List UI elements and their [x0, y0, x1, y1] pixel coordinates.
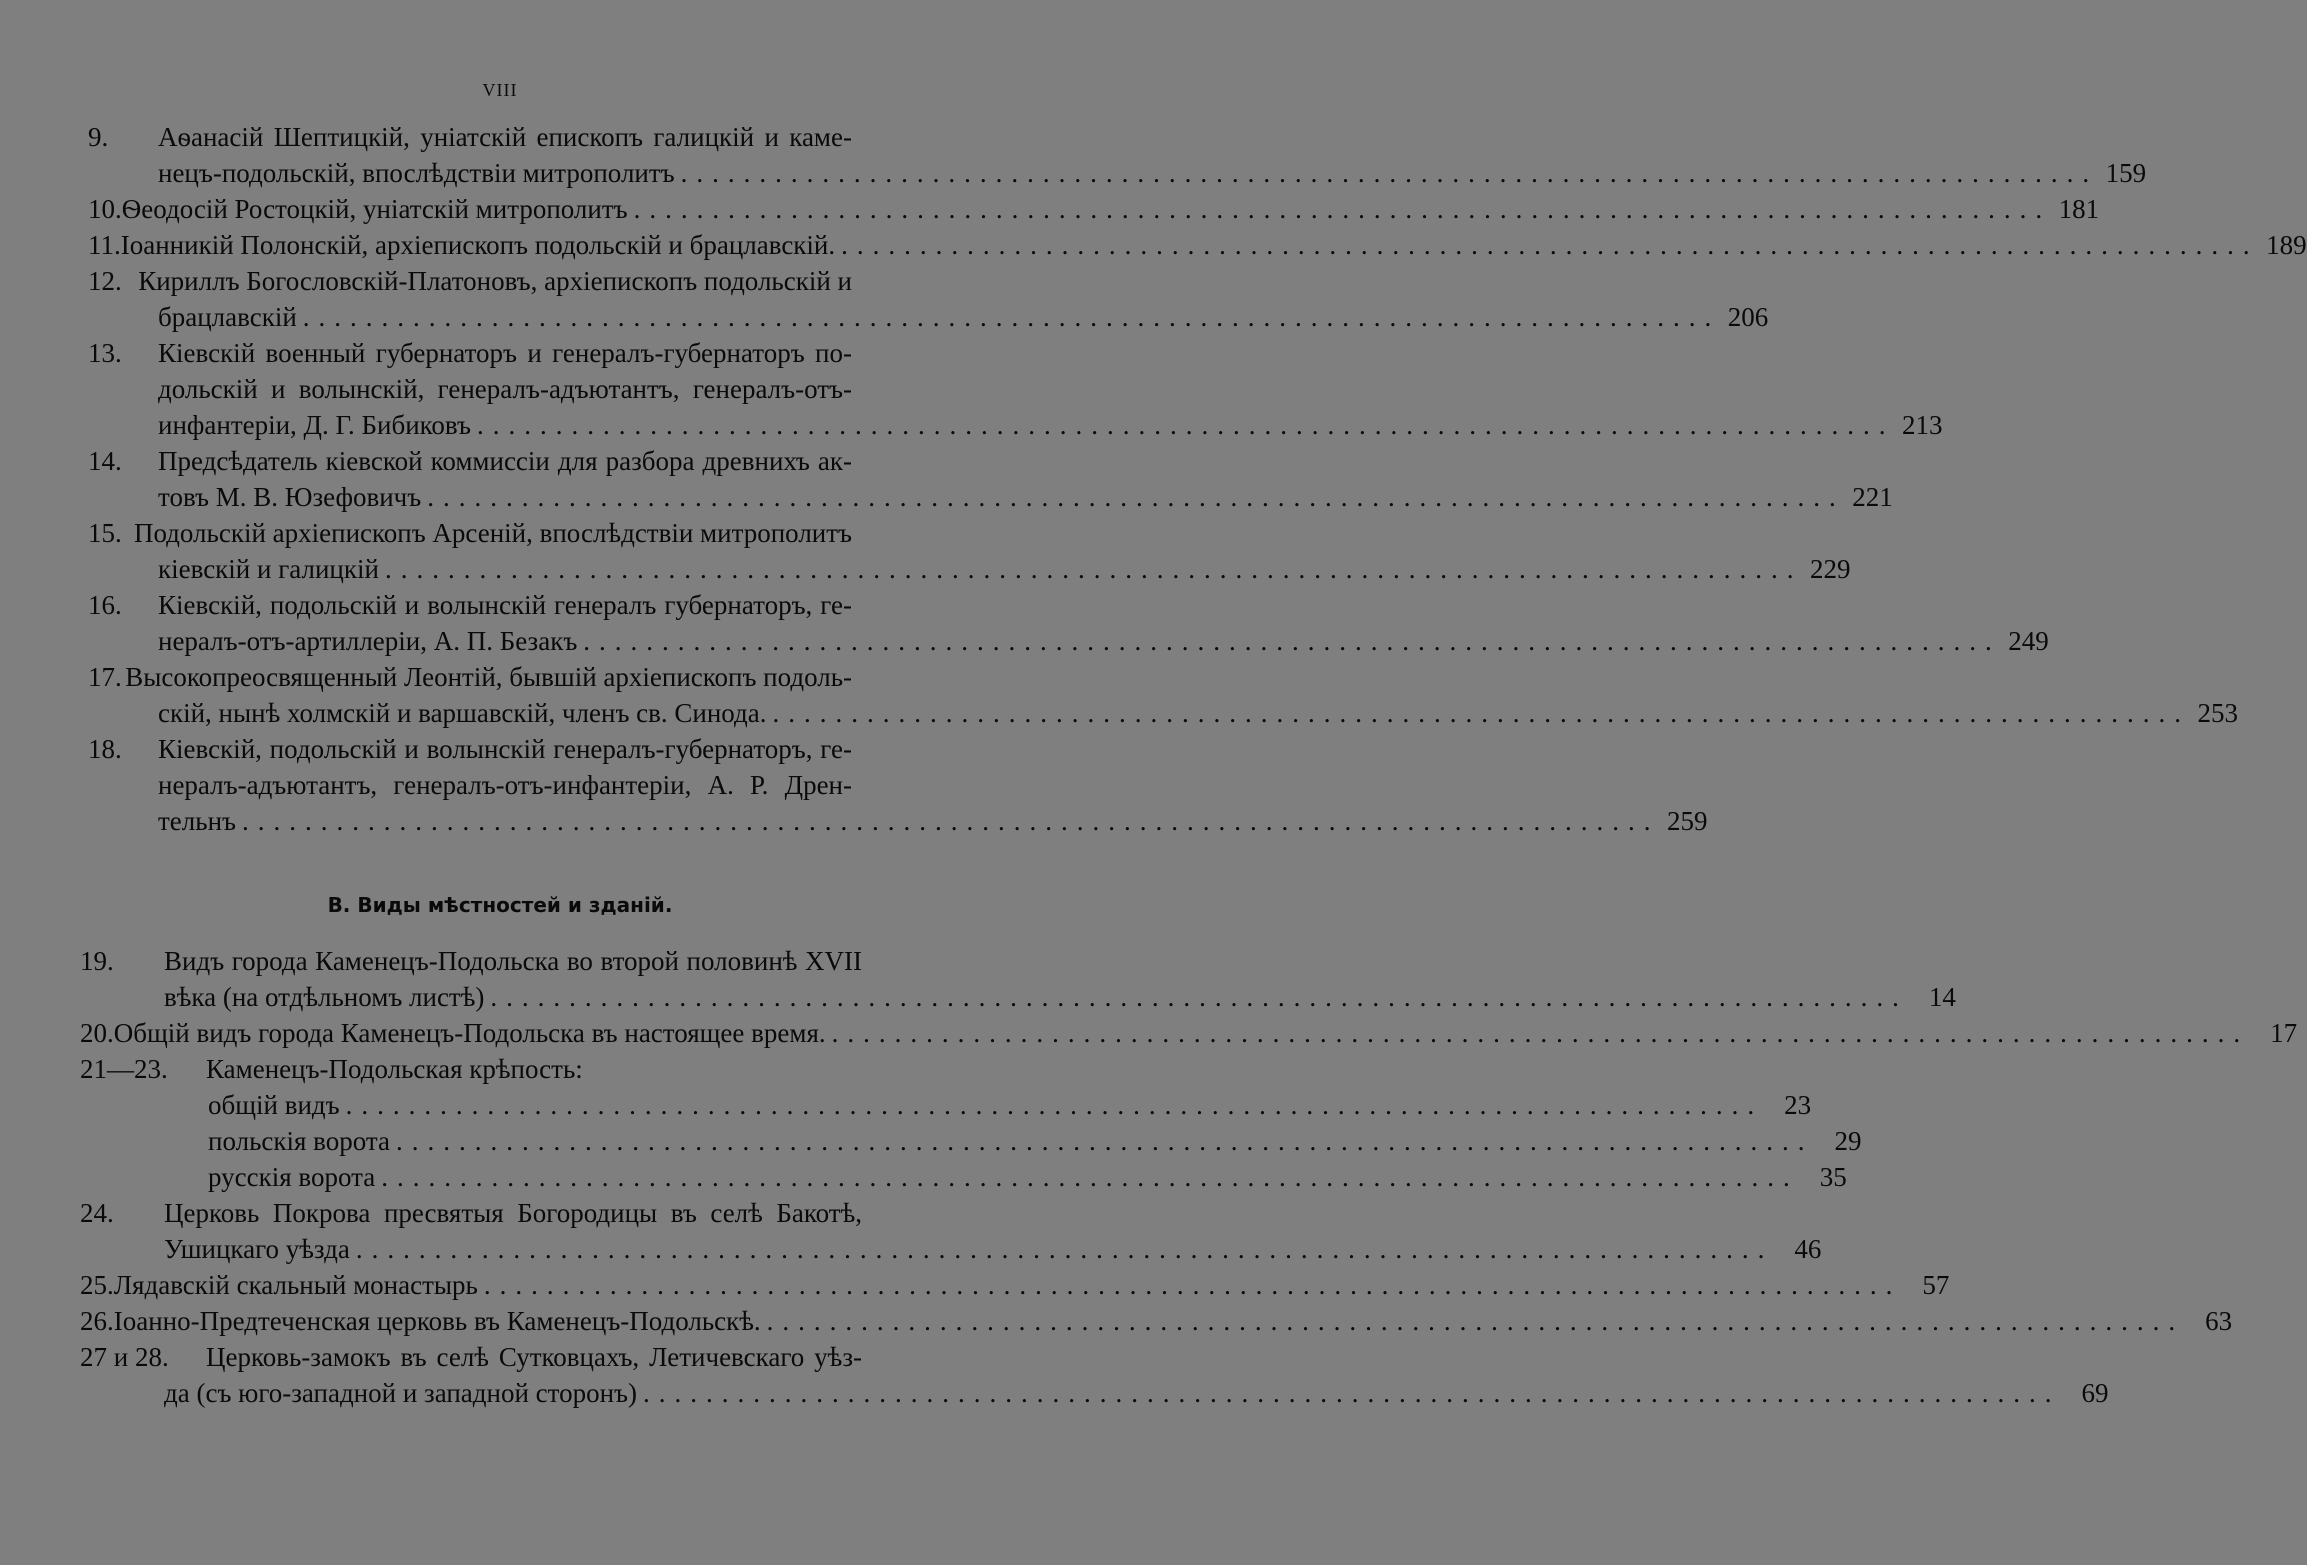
dot-leader: ..........................................................................................	[490, 982, 1908, 1012]
dot-leader: ..........................................................................................	[483, 1270, 1902, 1300]
entry-text: Общій видъ города Каменецъ-Подольска въ настоящее время.	[113, 1018, 826, 1048]
toc-entry-line	[158, 552, 1851, 586]
entry-text: дольскій и волынскій, генералъ-адъютантъ, генералъ-отъ-	[158, 374, 852, 404]
entry-text: польскія ворота	[208, 1126, 390, 1156]
entry-page-number: 259	[1666, 806, 1708, 836]
entry-page-number: 249	[2008, 626, 2049, 656]
entry-text: общій видъ	[208, 1090, 340, 1120]
dot-leader: ..........................................................................................	[381, 1162, 1799, 1192]
toc-entry-line	[80, 944, 862, 978]
entry-text: товъ М. В. Юзефовичъ	[158, 482, 422, 512]
toc-entry-line	[158, 804, 1708, 838]
entry-text: Кириллъ Богословскій-Платоновъ, архіепископъ подольскій и	[138, 266, 852, 296]
toc-entry-line	[88, 732, 852, 766]
entry-page-number: 159	[2105, 158, 2147, 188]
entry-text: Высокопреосвященный Леонтій, бывшій архіепископъ подоль-	[125, 662, 852, 692]
toc-entry-line	[80, 1268, 1950, 1302]
entry-text: вѣка (на отдѣльномъ листѣ)	[164, 982, 485, 1012]
entry-number: 25.	[80, 1270, 114, 1300]
entry-number: 10.	[88, 194, 122, 224]
entry-text: инфантеріи, Д. Г. Бибиковъ	[158, 410, 471, 440]
toc-entry-line	[88, 192, 2100, 226]
entry-number: 24.	[80, 1198, 114, 1228]
toc-entry-line	[158, 372, 852, 406]
toc-entry-line	[208, 1124, 1862, 1158]
entry-number: 15.	[88, 518, 122, 548]
entry-number: 13.	[88, 338, 122, 368]
entry-number: 18.	[88, 734, 122, 764]
entry-text: Ушицкаго уѣзда	[164, 1234, 350, 1264]
entry-page-number: 29	[1834, 1126, 1862, 1156]
entry-text: Кіевскій, подольскій и волынскій генералъ-губернаторъ, ге-	[158, 734, 852, 764]
entry-text: нералъ-отъ-артиллеріи, А. П. Безакъ	[158, 626, 578, 656]
toc-entry-line	[158, 696, 2239, 730]
entry-number: 19.	[80, 946, 114, 976]
entry-text: нералъ-адъютантъ, генералъ-отъ-инфантеріи, А. Р. Дрен-	[158, 770, 852, 800]
entry-number: 12.	[88, 266, 122, 296]
section-b-heading: В. Виды мѣстностей и зданій.	[327, 893, 673, 917]
toc-entry-line	[208, 1160, 1847, 1194]
entry-page-number: 23	[1784, 1090, 1812, 1120]
entry-text: Лядавскій скальный монастырь	[113, 1270, 478, 1300]
entry-page-number: 35	[1819, 1162, 1847, 1192]
entry-page-number: 229	[1809, 554, 1851, 584]
toc-entry-line	[88, 228, 2307, 262]
toc-entry-line	[158, 300, 1769, 334]
dot-leader: ..........................................................................................	[241, 806, 1660, 836]
entry-text: Кіевскій военный губернаторъ и генералъ-губернаторъ по-	[158, 338, 852, 368]
dot-leader: ..........................................................................................	[302, 302, 1721, 332]
entry-text: тельнъ	[158, 806, 236, 836]
toc-entry-line	[88, 660, 852, 694]
dot-leader: ..........................................................................................	[384, 554, 1803, 584]
entry-text: нецъ-подольскій, впослѣдствіи митрополитъ	[158, 158, 675, 188]
toc-entry-line	[80, 1196, 862, 1230]
entry-text: Видъ города Каменецъ-Подольска во второй половинѣ XVII	[164, 946, 862, 976]
toc-entry-line	[80, 1340, 862, 1374]
entry-text: брацлавскій	[158, 302, 297, 332]
toc-entry-line	[158, 768, 852, 802]
dot-leader: ..........................................................................................	[841, 230, 2259, 260]
dot-leader: ..........................................................................................	[642, 1378, 2061, 1408]
entry-number: 26.	[80, 1306, 114, 1336]
toc-entry-line	[158, 156, 2147, 190]
entry-number: 9.	[88, 122, 109, 152]
entry-page-number: 213	[1901, 410, 1943, 440]
entry-text: Церковь Покрова пресвятыя Богородицы въ селѣ Бакотѣ,	[164, 1198, 862, 1228]
dot-leader: ..........................................................................................	[831, 1018, 2250, 1048]
entry-text: Аѳанасій Шептицкій, уніатскій епископъ галицкій и каме-	[158, 122, 852, 152]
entry-page-number: 57	[1922, 1270, 1950, 1300]
toc-entry-line	[88, 444, 852, 478]
dot-leader: ..........................................................................................	[633, 194, 2052, 224]
entry-number: 20.	[80, 1018, 114, 1048]
entry-page-number: 46	[1794, 1234, 1822, 1264]
entry-text: Ѳеодосій Ростоцкій, уніатскій митрополитъ	[121, 194, 628, 224]
toc-entry-line	[208, 1088, 1812, 1122]
entry-text: кіевскій и галицкій	[158, 554, 379, 584]
toc-entry-line	[80, 1016, 2298, 1050]
dot-leader: ..........................................................................................	[476, 410, 1895, 440]
entry-number: 17.	[88, 662, 122, 692]
entry-page-number: 69	[2081, 1378, 2109, 1408]
entry-page-number: 221	[1852, 482, 1893, 512]
entry-page-number: 189	[2266, 230, 2307, 260]
toc-entry-line	[164, 1232, 1822, 1266]
entry-text: скій, нынѣ холмскій и варшавскій, членъ св. Синода.	[158, 698, 767, 728]
entry-text: Церковь-замокъ въ селѣ Сутковцахъ, Летичевскаго уѣз-	[206, 1342, 862, 1372]
entry-text: Подольскій архіепископъ Арсеній, впослѣдствіи митрополитъ	[133, 518, 852, 548]
entry-text: Іоанно-Предтеченская церковь въ Каменецъ-Подольскѣ.	[113, 1306, 761, 1336]
dot-leader: ..........................................................................................	[355, 1234, 1774, 1264]
entry-page-number: 63	[2205, 1306, 2233, 1336]
entry-number: 27 и 28.	[80, 1342, 169, 1372]
toc-entry-line	[88, 264, 852, 298]
entry-number: 14.	[88, 446, 122, 476]
entry-page-number: 181	[2058, 194, 2100, 224]
toc-entry-line	[164, 1376, 2109, 1410]
dot-leader: ..........................................................................................	[680, 158, 2099, 188]
toc-entry-line	[164, 980, 1956, 1014]
toc-entry-line	[88, 120, 852, 154]
toc-entry-line	[80, 1304, 2233, 1338]
toc-entry-line	[88, 516, 852, 550]
toc-entry-line	[88, 588, 852, 622]
toc-entry-line	[158, 624, 2049, 658]
entry-text: Каменецъ-Подольская крѣпость:	[206, 1054, 583, 1084]
toc-entry-line	[158, 480, 1893, 514]
entry-page-number: 14	[1928, 982, 1956, 1012]
entry-text: Кіевскій, подольскій и волынскій генералъ губернаторъ, ге-	[158, 590, 852, 620]
toc-entry-line	[158, 408, 1943, 442]
entry-page-number: 253	[2197, 698, 2239, 728]
dot-leader: ..........................................................................................	[772, 698, 2191, 728]
dot-leader: ..........................................................................................	[766, 1306, 2185, 1336]
toc-entry-line	[88, 336, 852, 370]
entry-text: русскія ворота	[208, 1162, 376, 1192]
entry-number: 21—23.	[80, 1054, 168, 1084]
entry-page-number: 206	[1727, 302, 1769, 332]
dot-leader: ..........................................................................................	[427, 482, 1845, 512]
dot-leader: ..........................................................................................	[345, 1090, 1764, 1120]
dot-leader: ..........................................................................................	[395, 1126, 1814, 1156]
entry-number: 16.	[88, 590, 122, 620]
entry-text: да (съ юго-западной и западной сторонъ)	[164, 1378, 637, 1408]
toc-entry-line	[80, 1052, 915, 1086]
entry-text: Предсѣдатель кіевской коммиссіи для разбора древнихъ ак-	[158, 446, 852, 476]
page-folio: VIII	[482, 80, 518, 100]
entry-page-number: 17	[2270, 1018, 2298, 1048]
dot-leader: ..........................................................................................	[583, 626, 2001, 656]
entry-number: 11.	[88, 230, 121, 260]
entry-text: Іоанникій Полонскій, архіепископъ подольскій и брацлавскій.	[120, 230, 836, 260]
